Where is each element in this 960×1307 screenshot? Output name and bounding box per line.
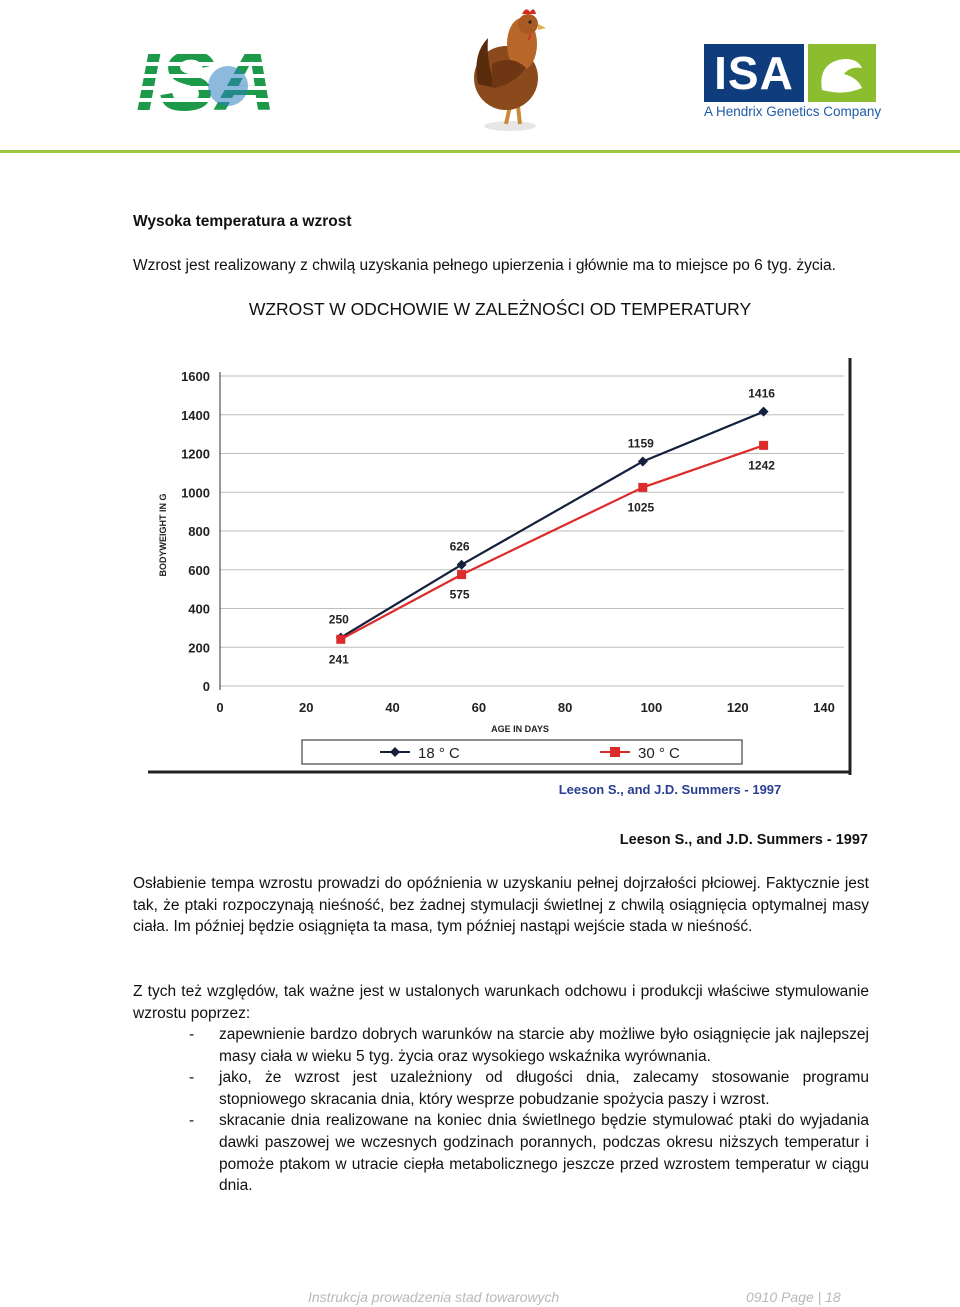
- data-label: 1159: [627, 436, 654, 451]
- header-divider: [0, 150, 960, 153]
- x-tick-label: 80: [557, 700, 573, 715]
- legend-label: 30 ° C: [638, 745, 680, 762]
- isa-hendrix-logo: [704, 44, 882, 120]
- y-tick-label: 1400: [181, 407, 210, 423]
- list-item-text: jako, że wzrost jest uzależniony od długości dnia, zalecamy stosowanie programu stopniowego skracania dnia, który wesprze pobudzanie spożycia paszy i wzrost.: [219, 1069, 869, 1108]
- isa-logo-box: ISA: [704, 44, 804, 102]
- y-tick-label: 1200: [181, 446, 210, 462]
- data-label: 575: [449, 587, 470, 602]
- footer-page-number: 0910 Page | 18: [746, 1289, 841, 1305]
- hen-image: [466, 4, 552, 132]
- y-axis-label: BODYWEIGHT IN G: [158, 493, 168, 577]
- paragraph-stimulation: Z tych też względów, tak ważne jest w ustalonych warunkach odchowu i produkcji właściwe stymulowanie wzrostu poprzez:: [133, 983, 869, 1022]
- legend-marker: [610, 747, 620, 757]
- list-item: [133, 1024, 869, 1067]
- y-tick-label: 1000: [181, 485, 210, 501]
- y-tick-label: 1600: [181, 369, 210, 384]
- growth-chart: [140, 350, 860, 805]
- y-tick-label: 0: [202, 679, 210, 694]
- y-tick-label: 800: [188, 524, 210, 539]
- intro-paragraph: Wzrost jest realizowany z chwilą uzyskania pełnego upierzenia i głównie ma to miejsce po 6 tyg. życia.: [133, 257, 836, 274]
- chart-title: WZROST W ODCHOWIE W ZALEŻNOŚCI OD TEMPERATURY: [248, 299, 752, 319]
- section-heading: Wysoka temperatura a wzrost: [133, 213, 352, 230]
- source-citation: Leeson S., and J.D. Summers - 1997: [619, 832, 868, 848]
- x-tick-label: 20: [299, 700, 314, 715]
- data-point: [759, 441, 768, 450]
- x-tick-label: 100: [640, 700, 663, 715]
- x-tick-label: 120: [726, 700, 749, 715]
- data-label: 241: [328, 652, 349, 667]
- list-dash: -: [189, 1026, 195, 1043]
- y-tick-label: 400: [188, 601, 210, 617]
- x-tick-label: 60: [471, 700, 487, 715]
- list-item: [133, 1067, 869, 1110]
- logo-tagline: A Hendrix Genetics Company: [704, 104, 882, 119]
- legend-label: 18 ° C: [418, 745, 460, 762]
- page-header: [0, 0, 960, 152]
- hen-emblem-icon: [808, 44, 876, 102]
- paragraph-maturity: Osłabienie tempa wzrostu prowadzi do opóźnienia w uzyskaniu pełnej dojrzałości płciowej. Faktycznie jest tak, że ptaki rozpoczynają nieśność, bez żadnej stymulacji świetlnej z chwilą osiągnięcia optymalnej masy ciała. Im później będzie osiągnięta ta masa, tym później nastąpi wejście stada w nieśność.: [133, 875, 869, 936]
- data-point: [457, 570, 466, 579]
- data-label: 1025: [627, 500, 655, 515]
- x-axis-label: AGE IN DAYS: [491, 724, 549, 734]
- data-point: [638, 483, 647, 492]
- data-label: 1416: [748, 386, 775, 401]
- x-tick-label: 140: [813, 700, 835, 715]
- x-tick-label: 0: [216, 700, 224, 715]
- list-item: [133, 1110, 869, 1196]
- recommendation-list: [133, 1024, 869, 1197]
- list-dash: -: [189, 1112, 195, 1130]
- data-point: [336, 635, 345, 644]
- isa-logo: [136, 40, 304, 114]
- chart-citation: Leeson S., and J.D. Summers - 1997: [558, 782, 782, 797]
- list-item-text: zapewnienie bardzo dobrych warunków na starcie aby możliwe było osiągnięcie jak najlepszej masy ciała w wieku 5 tyg. życia oraz wysokiego wskaźnika wyrównania.: [219, 1026, 869, 1065]
- footer-title: Instrukcja prowadzenia stad towarowych: [308, 1289, 560, 1305]
- data-label: 1242: [748, 458, 775, 473]
- list-dash: -: [189, 1069, 195, 1087]
- y-tick-label: 600: [188, 562, 210, 578]
- x-tick-label: 40: [385, 700, 400, 715]
- list-item-text: skracanie dnia realizowane na koniec dnia świetlnego będzie stymulować ptaki do wyjadania dawki paszowej we wczesnych godzinach porannych, podczas okresu niższych temperatur i pomoże ptakom w utracie ciepła metabolicznego jeszcze przed wzrostem temperatur w ciągu dnia.: [219, 1112, 869, 1195]
- data-label: 250: [328, 612, 349, 627]
- y-tick-label: 200: [188, 640, 210, 656]
- data-label: 626: [449, 539, 470, 554]
